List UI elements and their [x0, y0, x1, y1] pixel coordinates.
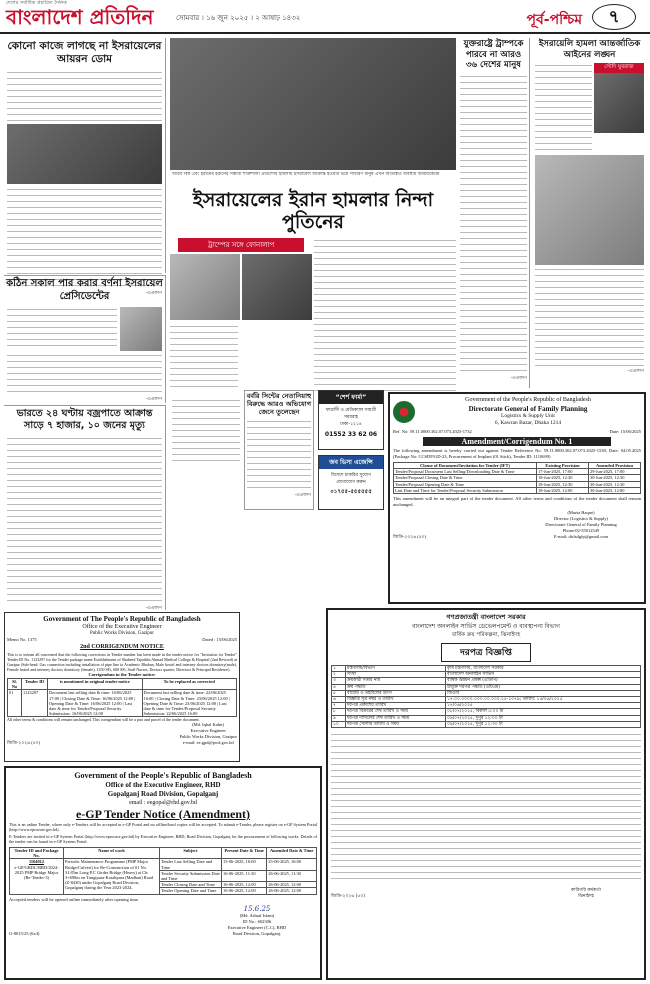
notice-subtitle: Corrigendum in the Tender notice:	[88, 672, 156, 677]
cell-no: ২	[332, 672, 346, 678]
notice-email: email : eegopal@rhd.gov.bd	[129, 800, 197, 806]
newspaper-logo[interactable]	[6, 0, 166, 31]
article-body	[170, 324, 238, 390]
ad-title: জব ভিসা এজেন্সি	[319, 456, 383, 469]
cell-subject: Tender Closing Date and Time	[160, 882, 222, 888]
th-orig: is mentioned in original tender notice	[48, 679, 143, 690]
cell-value: ০৯/০৭/২০২৫, দুপুর ১২:৩০ টা	[446, 721, 641, 727]
byline: -এএফপি	[145, 291, 162, 296]
memo-date: Dated : 15/06/2025	[202, 637, 237, 642]
cell-amended: 30-Jun-2025, 12:00	[589, 487, 641, 493]
cell-no: ১০	[332, 721, 346, 727]
th-id: Tender ID and Package No.	[10, 848, 64, 859]
cell-present: 16-06-2025, 12:00	[222, 882, 267, 888]
ad-phone: 01552 33 62 06	[324, 431, 378, 438]
cell-subject: Tender Opening Date and Time	[160, 888, 222, 894]
article-herzog	[4, 275, 166, 403]
saudi-prince-photo	[594, 73, 644, 133]
notice-code: জিডি-২০২৬ (৫০)	[393, 534, 427, 540]
masthead	[0, 0, 650, 34]
article-body	[535, 267, 644, 367]
cell-no: ১	[332, 666, 346, 672]
article-putin	[170, 188, 456, 388]
trump-photo	[170, 254, 240, 320]
article-body	[7, 307, 117, 351]
sign-email: E-mail: dirlsdgfp@gmail.com	[553, 534, 609, 540]
article-body	[460, 74, 527, 374]
putin-photo	[242, 254, 312, 320]
notice-title: দরপত্র বিজ্ঞপ্তি	[441, 643, 531, 662]
notice-title: 2nd CORRIGENDUM NOTICE	[80, 644, 164, 650]
tender-id[interactable]: 1104012	[28, 859, 45, 865]
headline: বর্বরি সিন্টের নেতানিয়াহু বিরুদ্ধে আরও অভিযোগ জেনে তুলেছেন	[246, 392, 312, 416]
cell-value: বার্ষিক উন্নয়ন প্রকল্প (এডিপি)	[446, 678, 641, 684]
notice-details	[331, 732, 641, 882]
th-subject: Subject	[160, 848, 222, 859]
kicker: ট্রাম্পের সঙ্গে ফোনালাপ	[178, 238, 304, 252]
cell-id: 1123297	[22, 690, 48, 717]
notice-footer: This amendment will be an integral part of the tender document. All other terms and conditions of the tender document shall remain unchanged.	[393, 496, 641, 508]
section-name: পূর্ব-পশ্চিম	[526, 12, 582, 28]
photo-label: সৌদি যুবরাজ	[594, 63, 644, 73]
ad-pharma[interactable]	[318, 390, 384, 450]
notice-office: বাংলাদেশ অনলাইন সার্ভিস ডেভেলপমেন্ট ও ব্যবস্থাপনা বিভাগ	[412, 623, 560, 630]
cell-existing: 18-Jun-2025, 12:00	[537, 487, 589, 493]
article-israel-attack	[533, 38, 646, 388]
cell-label: বাজেট ও তহবিলের উৎস	[346, 690, 446, 696]
notice-addr: বার্ষিক ক্রয় পরিকল্পনা, ঝিনাইদহ	[451, 632, 521, 638]
cell-clause: Tender/Proposal Document Last Selling/Downloading Date & Time	[394, 469, 537, 475]
cell-label: দরপত্র প্রকাশের তারিখ	[346, 703, 446, 709]
cell-no: ৬	[332, 697, 346, 703]
cell-amended: 26-06-2025, 12:00	[267, 888, 317, 894]
byline: -এএফপি	[510, 375, 527, 381]
iron-dome-photo	[7, 124, 162, 184]
cell-clause: Last Date and Time for Tender/Proposal Security Submission	[394, 487, 537, 493]
headline: কোনো কাজে লাগছে না ইসরায়েলের আয়রন ডোম	[7, 40, 162, 65]
cell-amended: 26-06-2025, 12:00	[267, 882, 317, 888]
cell-label: সংস্থা	[346, 672, 446, 678]
article-body	[172, 398, 240, 464]
cell-label: মন্ত্রণালয়/বিভাগ	[346, 666, 446, 672]
cell-subject: Tender Last Selling Date and Time	[160, 859, 222, 870]
corrigendum-table	[7, 678, 237, 717]
sign-title: Executive Engineer (C.C), RHD	[227, 924, 287, 930]
notice-dgfp-amendment	[388, 392, 646, 604]
cell-value: ১৭.০০.০০০০.০০০.০০.০০০.২৫-১০৭৯; তারিখ: ১৫/০৬/২০২৫	[446, 697, 641, 703]
cell-value: বাংলাদেশ অনলাইন সার্ভিস	[446, 672, 641, 678]
th-id: Tender ID	[22, 679, 48, 690]
cell-subject: Tender Security Submission Date and Time	[161, 870, 220, 882]
cell-no: ৭	[332, 703, 346, 709]
table-row	[8, 690, 237, 717]
notice-body: This is an online Tender, where only e-Tenders will be accepted in e-GP Portal and no offline/hard copies will be accepted. To submit e-Tender, please register on e-GP System Portal (http://www.eprocure.gov.bd).	[9, 822, 317, 832]
notice-address: 6, Kawran Bazar, Dhaka 1214	[494, 420, 562, 426]
article-body	[7, 353, 162, 397]
notice-gov: Government of The People's Republic of Bangladesh	[43, 615, 201, 623]
table-row	[10, 859, 317, 870]
cell-sl: 01	[8, 690, 22, 717]
notice-rhd-egp	[4, 766, 322, 980]
cell-value: কৃষি মন্ত্রণালয়, বাংলাদেশ সরকার	[446, 666, 641, 672]
article-body	[535, 63, 592, 153]
dateline: সোমবার । ১৬ জুন ২০২৫ । ২ আষাঢ় ১৪৩২	[176, 14, 301, 22]
th-sl: Sl. No	[8, 679, 22, 690]
sign-phone: Phone:02-55012549	[562, 528, 600, 534]
sign-email: e-mail: ee.gpd@pwd.gov.bd	[182, 740, 234, 746]
amendment-table	[393, 462, 641, 494]
th-amended: Amended Provision	[589, 463, 641, 469]
notice-footer: Accepted tenders will be opened online immediately after opening time.	[9, 896, 139, 902]
article-body	[247, 419, 311, 491]
sign-name: (Md. Ashraf Islam)	[239, 912, 275, 918]
logo-tagline: দেশের সর্বাধিক প্রচারিত দৈনিক	[6, 0, 67, 6]
notice-code: G-8015/25 (6x4)	[9, 930, 40, 936]
notice-dept: Directorate General of Family Planning	[468, 404, 588, 413]
byline: -এএফপি	[145, 606, 162, 611]
ad-line: ফার্মেসী ও মেডিক্যাল সামগ্রী সরবরাহ	[325, 408, 377, 420]
cell-clause: Tender/Proposal Closing Date & Time	[394, 475, 537, 481]
notice-body2: E-Tenders are invited in e-GP System Portal (http://www.eprocure.gov.bd) by Executive Engineer, RHD, Road Division, Gopalganj for the procurement of following works. Details of the tender can be found in e-GP System Portal.	[9, 834, 317, 844]
bangla-tender-table	[331, 665, 641, 728]
notice-title: Amendment/Corrigendum No. 1	[423, 437, 611, 446]
notice-code: জিডি-২০২৬ (৫০)	[331, 894, 366, 900]
notice-gov: গণপ্রজাতন্ত্রী বাংলাদেশ সরকার	[446, 613, 526, 621]
byline: -এএফপি	[627, 369, 644, 374]
cell-no: ৮	[332, 709, 346, 715]
th-work: Name of work	[64, 848, 160, 859]
sign-id: ID No.: 602306	[242, 918, 272, 924]
byline: -এএফপি	[145, 397, 162, 402]
headline: যুক্তরাষ্ট্রে ট্রাম্পকে পারবে না আরও ৩৬ দেশের মানুষ	[463, 39, 524, 70]
memo-no: Memo No. 1375	[7, 637, 37, 642]
article-body	[7, 436, 162, 604]
cell-no: ৪	[332, 684, 346, 690]
table-row	[332, 721, 641, 727]
cell-amended: 30-Jun-2025, 12:30	[589, 481, 641, 487]
cell-value: উন্মুক্ত দরপত্র পদ্ধতি (ওটিএম)	[446, 684, 641, 690]
israel-shelter-photo	[170, 38, 456, 170]
th-amended: Amended Date & Time	[267, 848, 317, 859]
cell-present: 16-06-2025, 11:30	[222, 870, 267, 881]
ad-phone: ০১৭৫৫-৫৫৫৫৫৫	[330, 489, 372, 495]
notice-div: Gopalganj Road Division, Gopalganj	[107, 790, 219, 798]
cell-orig: Document last selling date & time: 16/06/2025 17:00 | Closing Date & Time: 16/06/2025 12:00 | Opening Date & Time: 16/06/2025 12:00 | Last date & time for Tender/Proposal Security Submission: 16/06/2025 12:00	[48, 690, 143, 717]
notice-gov: Government of the People's Republic of Bangladesh	[74, 771, 252, 780]
notice-footer: All other terms & conditions will remain unchanged. This corrigendum will be a part and parcel of the tender document.	[7, 717, 200, 723]
th-clause: Clause of Document/Invitation for Tender (IFT)	[394, 463, 537, 469]
ref-no: Ref. No: 59.11.0000.302.07.073.2025-1732	[393, 429, 472, 434]
article-body	[7, 70, 162, 122]
cell-amended: 30-Jun-2025, 12:30	[589, 475, 641, 481]
ad-job-visa[interactable]	[318, 455, 384, 510]
ad-line: যোগাযোগ করুন	[336, 480, 366, 485]
notice-bangla-tender	[326, 608, 646, 980]
headline: ইসরায়েলের ইরান হামলার নিন্দা পুতিনের	[192, 189, 434, 233]
cell-existing: 17-Jun-2025, 17:00	[537, 469, 589, 475]
table-row	[394, 487, 641, 493]
th-existing: Existing Provision	[537, 463, 589, 469]
ad-title: “শের্শ ফার্মা”	[319, 391, 383, 404]
cell-new: Document last selling date & time: 22/06/2025 16:00 | Closing Date & Time: 23/06/2025 12:00 | Opening Date & Time: 23/06/2025 12:00 | Last date & time for Tender/Proposal Security Submission: 22/06/2025 16:00	[142, 690, 237, 717]
article-india-lightning	[4, 405, 166, 610]
cell-no: ৫	[332, 690, 346, 696]
logo-text: বাংলাদেশ প্রতিদিন	[6, 5, 154, 29]
ad-line: ঢাকা-১২১৪	[340, 422, 362, 427]
sign-div: Road Division, Gopalganj.	[232, 930, 282, 936]
notice-gov: Government of the People's Republic of Bangladesh	[465, 397, 591, 403]
notice-div: Public Works Division, Gazipur	[90, 631, 154, 636]
cell-no: ৩	[332, 678, 346, 684]
sign-place: ঝিনাইদহ	[578, 894, 594, 900]
sign-div: Public Works Division, Gazipur	[179, 734, 237, 740]
headline: ভারতে ২৪ ঘণ্টায় বজ্রপাতে আক্রান্ত সাড়ে ৭ হাজার, ১০ জনের মৃত্যু	[16, 408, 153, 431]
byline: -এএফপি	[294, 493, 311, 498]
cell-value: ০৯/০৭/২০২৫, দুপুর ১২:০০ টা	[446, 715, 641, 721]
cell-existing: 18-Jun-2025, 12:30	[537, 475, 589, 481]
notice-body: The following amendment is hereby carried out against Tender Reference No. 59.11.0000.302.07.073.2025-1538; Date: 04.05.2025 (Package No: CCSDP/GD-23, Procurement of Implant (01 Stick), Tender ID: 1110699)	[393, 448, 641, 459]
cell-existing: 18-Jun-2025, 12:30	[537, 481, 589, 487]
building-photo	[535, 155, 644, 265]
sign-name: (Mazia Haque)	[567, 510, 595, 516]
cell-amended: 26-06-2025, 11:30	[267, 870, 317, 881]
article-us-war-main	[458, 38, 530, 388]
th-present: Present Date & Time	[222, 848, 267, 859]
headline: ইসরায়েলি হামলা আন্তর্জাতিক আইনের লঙ্ঘন	[538, 39, 641, 60]
cell-present: 15-06-2025, 16:00	[222, 859, 267, 870]
signature-date: 15.6.25	[243, 904, 271, 913]
headline: কঠিন সকাল পার করার বর্ণনা ইসরায়েল প্রেসিডেন্টের	[6, 278, 163, 302]
th-new: To be replaced as corrected	[142, 679, 237, 690]
notice-office: Office of the Executive Engineer	[82, 624, 162, 630]
work-name: Periodic Maintenance Programme (PMP Major Bridge/Culvert) for Re-Construction of 01 No. 31.85m Long P.C Girder Bridge (Heavy) at Ch: 3+690m on Tungipara-Kotalipara (Madhati) Road (Z-8430) under Gopalganj Road Division, Gopalganj during the Year 2023-2024.	[64, 859, 160, 894]
sign-title: Executive Engineer	[190, 728, 226, 734]
cell-label: দরপত্র খোলার তারিখ ও সময়	[346, 721, 446, 727]
sign-office: Directorate General of Family Planning	[545, 522, 617, 528]
cell-label: ক্রয় পদ্ধতি	[346, 684, 446, 690]
cell-label: ক্রয়কারী সত্তার নাম	[346, 678, 446, 684]
notice-pwd-corrigendum	[4, 612, 240, 762]
sign-name: (Md. Iqbal Kabir)	[192, 722, 225, 728]
cell-amended: 25-06-2025, 16:00	[267, 859, 317, 870]
cell-clause: Tender/Proposal Opening Date & Time	[394, 481, 537, 487]
govt-seal-icon	[393, 401, 415, 423]
sign-title: কারিগরি কর্মকর্তা	[571, 888, 601, 894]
cell-no: ৯	[332, 715, 346, 721]
cell-label: দরপত্র বিক্রয়ের শেষ তারিখ ও সময়	[346, 709, 446, 715]
notice-title: e-GP Tender Notice (Amendment)	[75, 807, 251, 821]
rhd-tender-table	[9, 847, 317, 895]
cell-label: দরপত্র দাখিলের শেষ তারিখ ও সময়	[346, 715, 446, 721]
herzog-photo	[120, 307, 162, 351]
package-no: e-GP/GRDC/RRD/2024-2025 PMP Bridge Major (Re-Tender-3)	[14, 864, 59, 881]
sign-title: Director (Logistics & Supply)	[553, 516, 609, 522]
cell-amended: 29-Jun-2025, 17:00	[589, 469, 641, 475]
ad-line: বিদেশে চাকরির সুযোগ	[330, 473, 372, 478]
article-body	[314, 238, 456, 396]
notice-code: জিডি-২০২৬ (৫০)	[7, 740, 41, 746]
notice-body: This is to inform all concerned that the following corrections in Tender number has been made in the tender notice for "Invitation for Tender" Tender ID No. 1123297 for the Tender package name Establishment of Shaheed Tajuddin Ahmad Medical College & Hospital (2nd Revised) at Gazipur (Sub-head: Gas connection including installation of pipe line to Academic Bhaban, Male hostel and interney doctors dormitory(male), Female hostel and interney doctors dormitory (female), 1250 SFt, 600 SFt, Staff Nurses, Doctors quarter, Directors & Principal Residence).	[7, 652, 237, 672]
photo-caption: আরব বিশ্ব এবং ইরানের ইরানের সম্ভাব্য শক্তিশালী প্রতিশোধ হামলায় ইসরায়েল আক্রান্ত হওয়ার ভয়ে সাধারণ মানুষ এখন আতঙ্কিত অবস্থায় আশ্রয়কেন্দ্রে	[172, 172, 440, 177]
notice-office: Office of the Executive Engineer, RHD	[105, 781, 221, 789]
cell-value: জিওবি	[446, 690, 641, 696]
notice-unit: Logistics & Supply Unit	[501, 413, 555, 419]
cell-value: ০৮/০৭/২০২৫, বিকাল ৫:০০ টা	[446, 709, 641, 715]
ref-date: Date: 15/06/2025	[609, 429, 641, 434]
cell-label: বিজ্ঞপ্তি সূত্র নম্বর ও তারিখ	[346, 697, 446, 703]
article-syria	[244, 390, 314, 510]
page-number: ৭	[592, 4, 636, 30]
cell-value: ১৭/০৬/২০২৫	[446, 703, 641, 709]
cell-present: 16-06-2025, 12:00	[222, 888, 267, 894]
